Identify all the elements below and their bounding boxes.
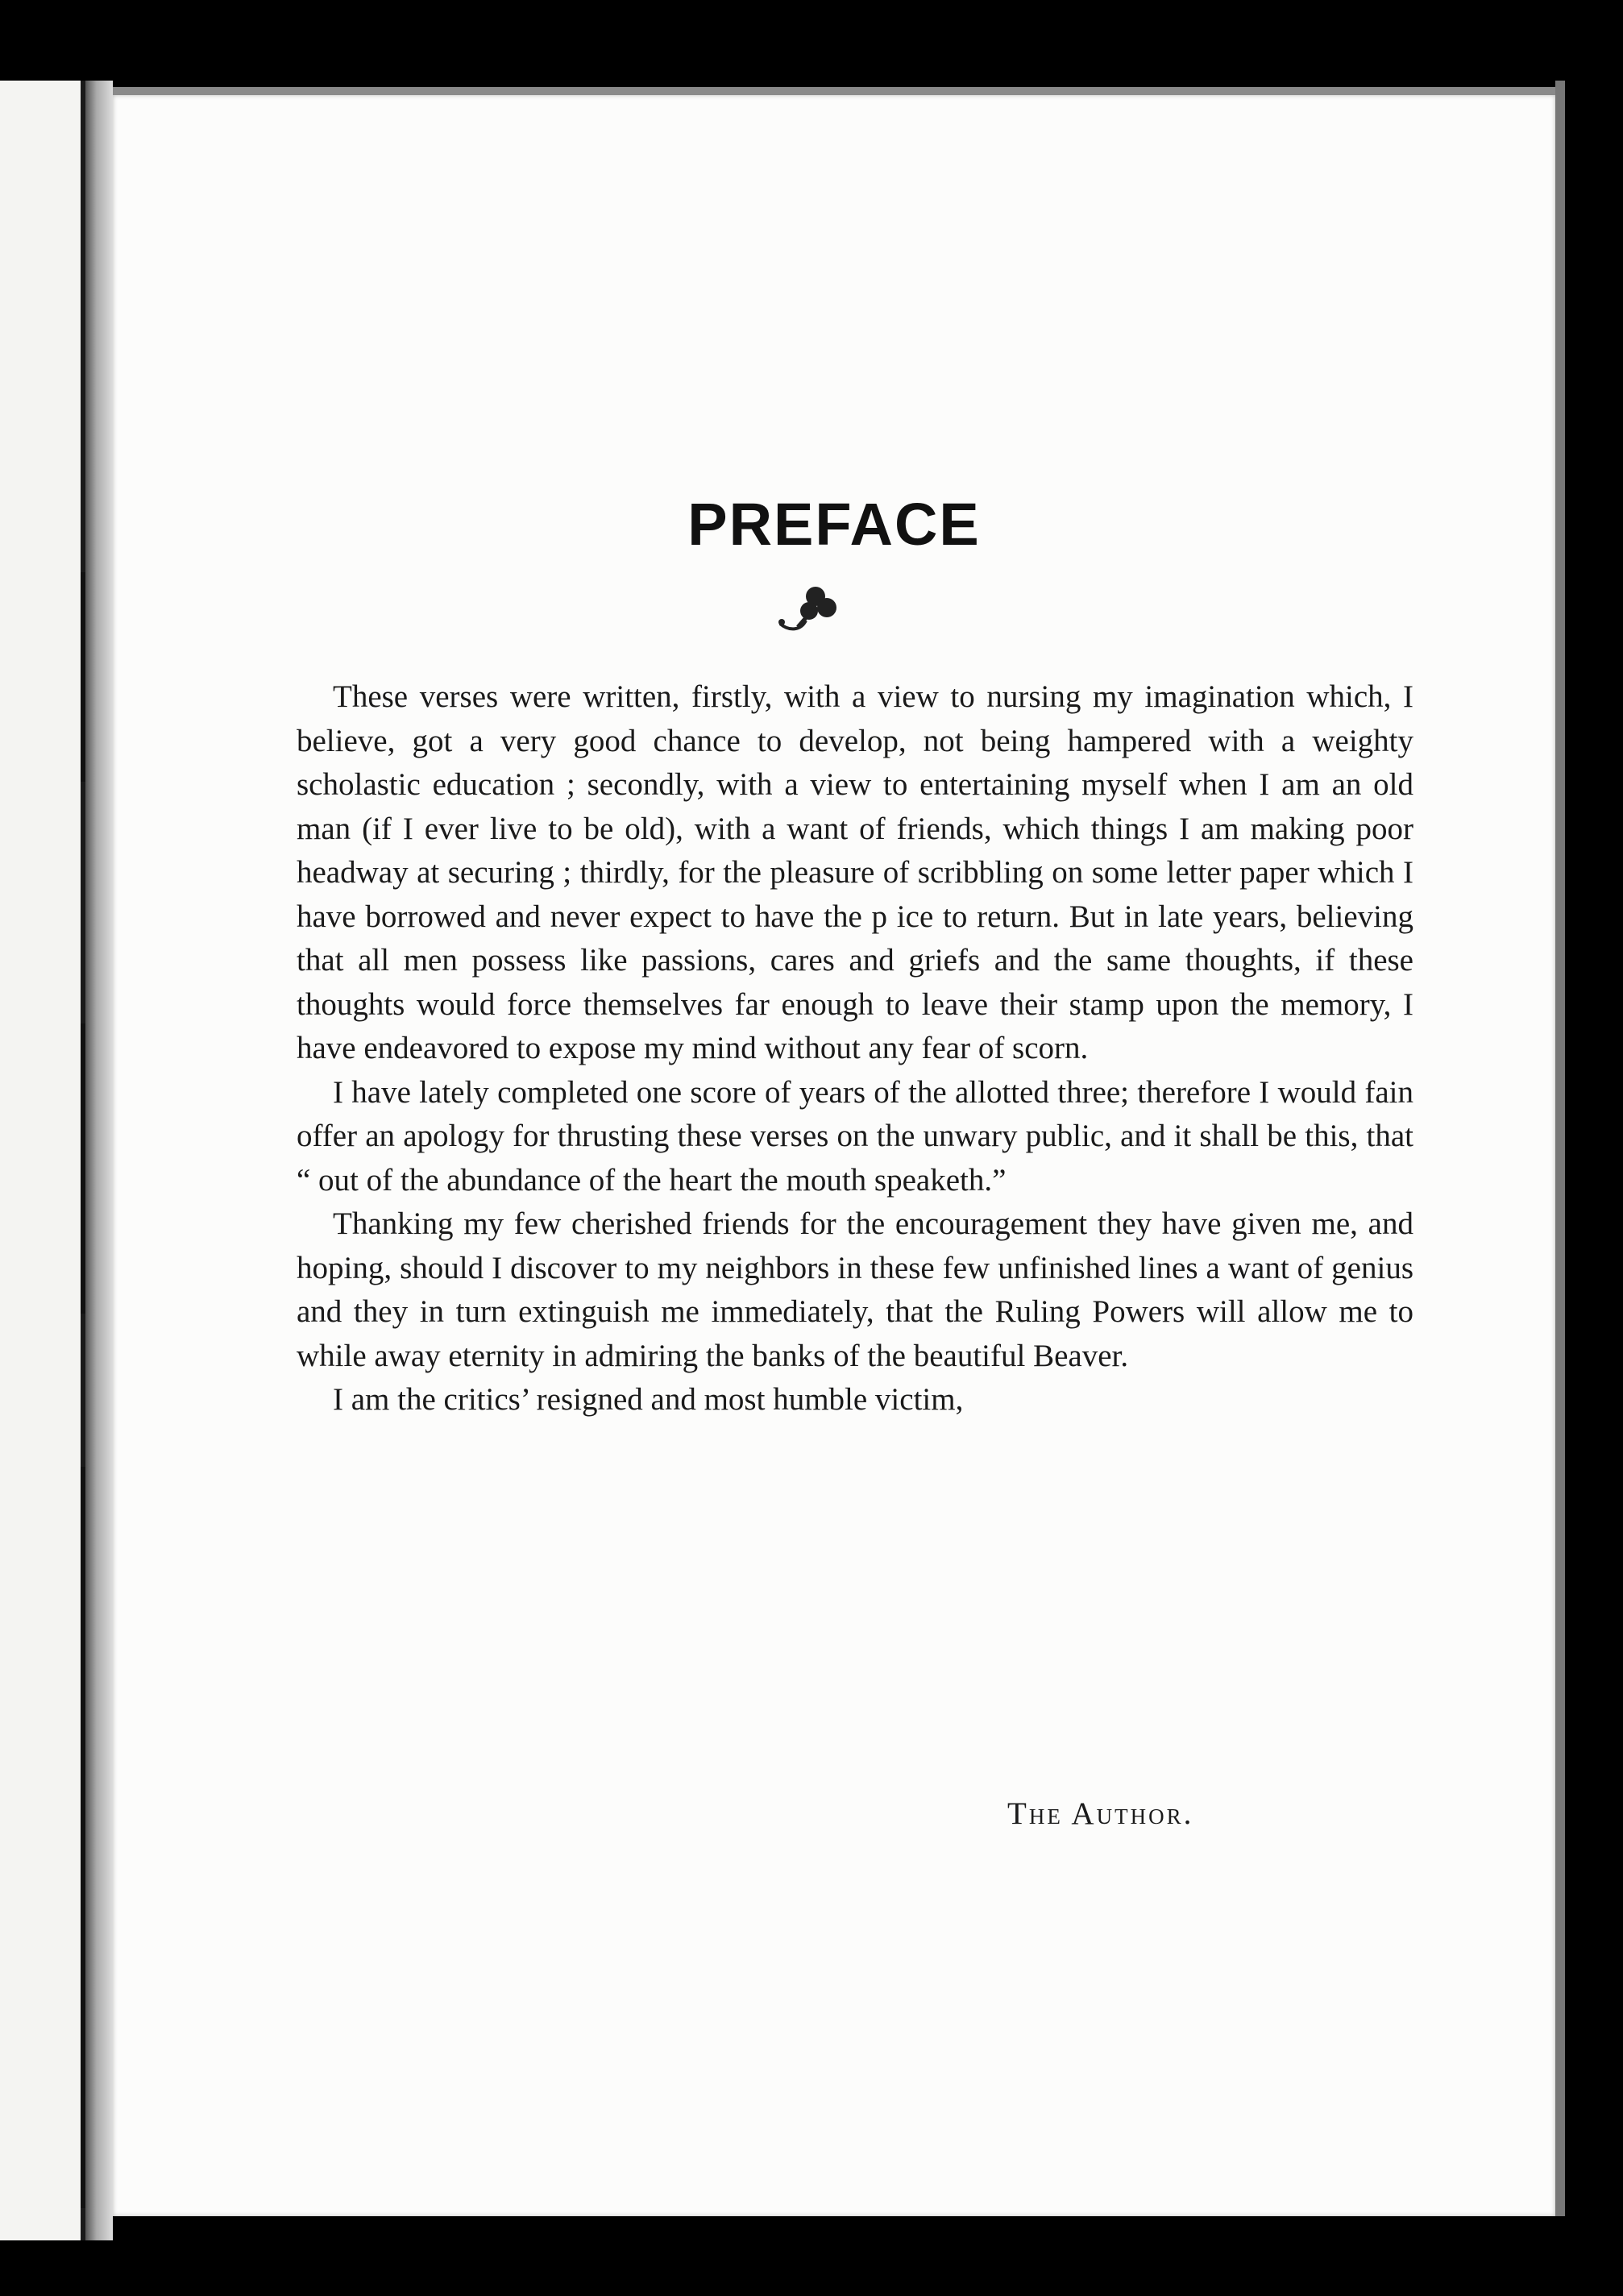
paragraph: These verses were written, firstly, with a view to nursing my imagination which, I believe, got a very good chance to develop, not being hampered with a weighty scholastic education ; secondly, with a view to entertaining myself when I am an old man (if I ever live to be old), with a want of friends, which things I am making poor headway at securing ; thirdly, for the pleasure of scribbling on some letter paper which I have borrowed and never expect to have the p ice to return. But in late years, believing that all men possess like passions, cares and griefs and the same thoughts, if these thoughts would force themselves far enough to leave their stamp upon the memory, I have endeavored to expose my mind without any fear of scorn. <box>297 679 1413 1065</box>
paragraph: Thanking my few cherished friends for the encouragement they have given me, and hoping, should I discover to my neighbors in these few unfinished lines a want of genius and they in turn extinguish me immediately, that the Ruling Powers will allow me to while away eternity in admiring the banks of the beautiful Beaver. <box>297 1206 1413 1373</box>
page-title: PREFACE <box>687 491 981 558</box>
paragraph: I am the critics’ resigned and most humble victim, <box>333 1382 964 1417</box>
paragraph: I have lately completed one score of years of the allotted three; therefore I would fain offer an apology for thrusting these verses on the unwary public, and it shall be this, that “ out of the abundance of the heart the mouth speaketh.” <box>297 1074 1413 1198</box>
page-edge-right <box>1555 81 1565 2216</box>
book-page <box>113 87 1555 2216</box>
author-signature: The Author. <box>1007 1796 1194 1831</box>
facing-page-edge <box>0 81 85 2240</box>
spine-shadow <box>85 81 113 2240</box>
preface-body <box>297 675 1413 1422</box>
fleuron-icon <box>774 579 846 635</box>
